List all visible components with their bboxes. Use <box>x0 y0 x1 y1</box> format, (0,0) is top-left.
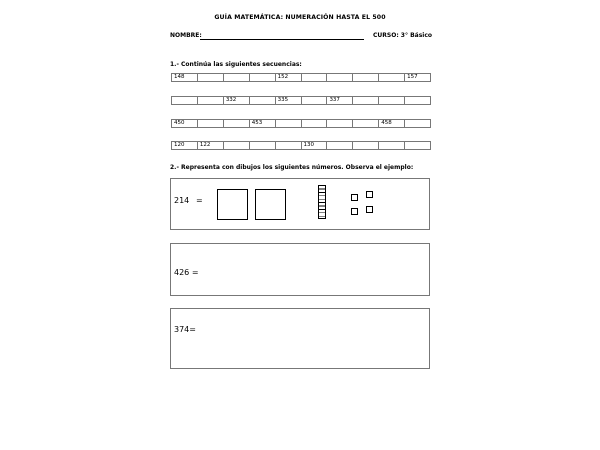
unit-cube <box>366 191 373 198</box>
sequence-cell[interactable] <box>302 97 328 104</box>
example-box <box>170 178 430 230</box>
sequence-cell[interactable] <box>276 120 302 127</box>
example-number: 214 <box>174 196 190 205</box>
sequence-cell[interactable] <box>224 120 250 127</box>
name-line[interactable] <box>200 39 364 40</box>
sequence-cell[interactable] <box>405 142 430 149</box>
question-1-heading: 1.- Continúa las siguientes secuencias: <box>170 61 302 68</box>
sequence-cell[interactable] <box>250 97 276 104</box>
sequence-cell[interactable] <box>302 74 328 81</box>
sequence-cell[interactable]: 152 <box>276 74 302 81</box>
question-2-heading: 2.- Representa con dibujos los siguientes números. Observa el ejemplo: <box>170 164 414 171</box>
sequence-cell[interactable] <box>327 142 353 149</box>
exercise-box-426[interactable] <box>170 243 430 296</box>
sequence-cell[interactable] <box>198 74 224 81</box>
sequence-cell[interactable] <box>327 120 353 127</box>
sequence-cell[interactable]: 157 <box>407 74 418 80</box>
sequence-cell[interactable]: 130 <box>302 142 328 149</box>
sequence-cell[interactable] <box>353 97 379 104</box>
sequence-row-1 <box>171 73 431 82</box>
sequence-cell[interactable] <box>276 142 302 149</box>
sequence-cell[interactable]: 120 <box>172 142 198 149</box>
sequence-cell[interactable] <box>405 97 430 104</box>
sequence-cell[interactable] <box>379 97 405 104</box>
sequence-cell[interactable] <box>405 120 430 127</box>
sequence-cell[interactable]: 332 <box>224 97 250 104</box>
hundred-block <box>255 189 286 220</box>
course-label: CURSO: 3° Básico <box>373 32 432 39</box>
sequence-cell[interactable] <box>172 97 198 104</box>
unit-cube <box>366 206 373 213</box>
sequence-cell[interactable] <box>353 142 379 149</box>
sequence-cell[interactable] <box>379 74 405 81</box>
sequence-cell[interactable]: 148 <box>172 74 198 81</box>
sequence-cell[interactable] <box>353 74 379 81</box>
sequence-cell[interactable] <box>379 142 405 149</box>
hundred-block <box>217 189 248 220</box>
sequence-cell[interactable] <box>198 97 224 104</box>
name-label: NOMBRE: <box>170 32 202 39</box>
sequence-cell[interactable] <box>224 74 250 81</box>
equals-sign: = <box>196 196 203 205</box>
exercise-box-374[interactable] <box>170 308 430 369</box>
sequence-cell[interactable]: 450 <box>172 120 198 127</box>
sequence-row-4 <box>171 141 431 150</box>
sequence-row-2 <box>171 96 431 105</box>
sequence-cell[interactable]: 337 <box>327 97 353 104</box>
page-title: GUÍA MATEMÁTICA: NUMERACIÓN HASTA EL 500 <box>214 14 386 21</box>
sequence-row-3 <box>171 119 431 128</box>
sequence-cell[interactable] <box>198 120 224 127</box>
sequence-cell[interactable]: 335 <box>276 97 302 104</box>
unit-cube <box>351 194 358 201</box>
sequence-cell[interactable] <box>250 142 276 149</box>
sequence-cell[interactable] <box>327 74 353 81</box>
sequence-cell[interactable]: 453 <box>250 120 276 127</box>
sequence-cell[interactable] <box>250 74 276 81</box>
sequence-cell[interactable] <box>302 120 328 127</box>
exercise-label: 374= <box>174 325 196 334</box>
exercise-label: 426 = <box>174 268 199 277</box>
sequence-cell[interactable]: 122 <box>198 142 224 149</box>
sequence-cell[interactable]: 458 <box>379 120 405 127</box>
sequence-cell[interactable] <box>353 120 379 127</box>
ten-rod <box>318 185 326 219</box>
sequence-cell[interactable] <box>224 142 250 149</box>
unit-cube <box>351 208 358 215</box>
